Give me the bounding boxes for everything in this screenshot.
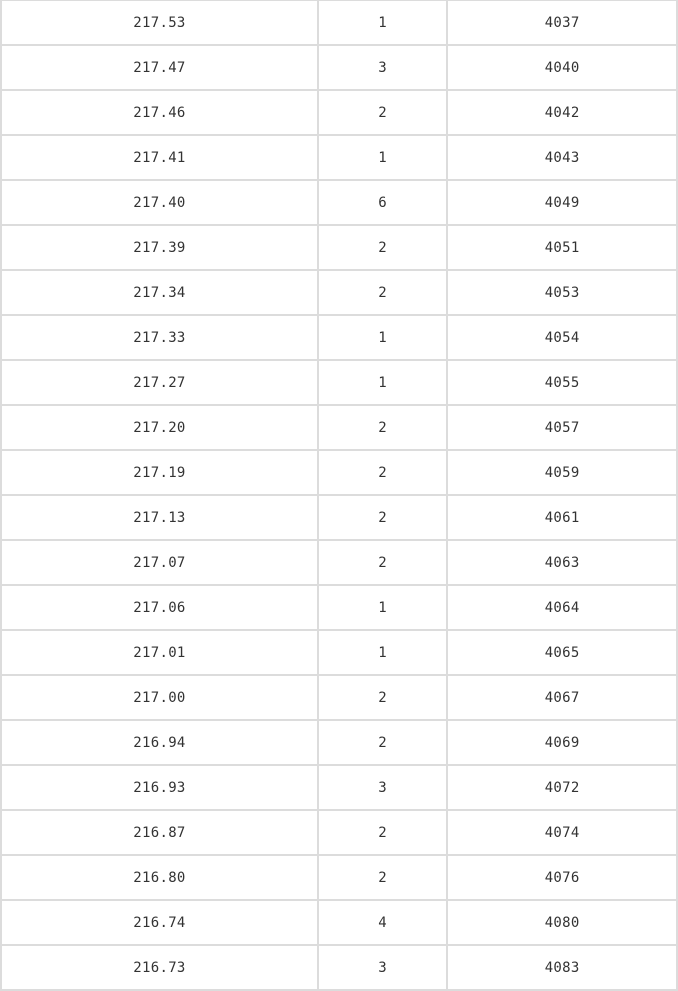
- table-row: [1, 225, 677, 270]
- cumulative-cell: 4049: [447, 180, 677, 225]
- score-cell: 217.13: [1, 495, 318, 540]
- score-cell: 217.53: [1, 1, 318, 46]
- table-row: [1, 765, 677, 810]
- score-cell: 217.40: [1, 180, 318, 225]
- table-row: [1, 630, 677, 675]
- score-cell: 216.80: [1, 855, 318, 900]
- table-row: [1, 405, 677, 450]
- score-cell: 216.74: [1, 900, 318, 945]
- cumulative-cell: 4080: [447, 900, 677, 945]
- count-cell: 3: [318, 945, 447, 990]
- count-cell: 2: [318, 90, 447, 135]
- table-row: [1, 855, 677, 900]
- score-cell: 217.41: [1, 135, 318, 180]
- score-cell: 217.20: [1, 405, 318, 450]
- score-cell: 217.19: [1, 450, 318, 495]
- count-cell: 1: [318, 585, 447, 630]
- count-cell: 1: [318, 1, 447, 46]
- score-cell: 217.46: [1, 90, 318, 135]
- count-cell: 2: [318, 450, 447, 495]
- cumulative-cell: 4067: [447, 675, 677, 720]
- cumulative-cell: 4053: [447, 270, 677, 315]
- table-row: [1, 495, 677, 540]
- score-cell: 216.73: [1, 945, 318, 990]
- score-cell: 217.07: [1, 540, 318, 585]
- score-cell: 217.27: [1, 360, 318, 405]
- count-cell: 1: [318, 135, 447, 180]
- cumulative-cell: 4064: [447, 585, 677, 630]
- count-cell: 3: [318, 45, 447, 90]
- score-cell: 217.47: [1, 45, 318, 90]
- table-row: [1, 585, 677, 630]
- table-row: [1, 945, 677, 990]
- cumulative-cell: 4043: [447, 135, 677, 180]
- table-row: [1, 90, 677, 135]
- cumulative-cell: 4054: [447, 315, 677, 360]
- table-row: [1, 720, 677, 765]
- count-cell: 2: [318, 540, 447, 585]
- score-table-body: [1, 1, 677, 991]
- table-row: [1, 180, 677, 225]
- cumulative-cell: 4057: [447, 405, 677, 450]
- cumulative-cell: 4072: [447, 765, 677, 810]
- cumulative-cell: 4069: [447, 720, 677, 765]
- cumulative-cell: 4040: [447, 45, 677, 90]
- table-row: [1, 360, 677, 405]
- count-cell: 2: [318, 855, 447, 900]
- score-cell: 217.33: [1, 315, 318, 360]
- table-row: [1, 315, 677, 360]
- count-cell: 2: [318, 720, 447, 765]
- count-cell: 6: [318, 180, 447, 225]
- count-cell: 4: [318, 900, 447, 945]
- table-row: [1, 540, 677, 585]
- table-row: [1, 45, 677, 90]
- table-row: [1, 270, 677, 315]
- count-cell: 2: [318, 675, 447, 720]
- cumulative-cell: 4037: [447, 1, 677, 46]
- count-cell: 2: [318, 225, 447, 270]
- cumulative-cell: 4065: [447, 630, 677, 675]
- count-cell: 2: [318, 405, 447, 450]
- cumulative-cell: 4055: [447, 360, 677, 405]
- count-cell: 2: [318, 495, 447, 540]
- cumulative-cell: 4051: [447, 225, 677, 270]
- table-row: [1, 675, 677, 720]
- cumulative-cell: 4061: [447, 495, 677, 540]
- count-cell: 3: [318, 765, 447, 810]
- cumulative-cell: 4076: [447, 855, 677, 900]
- score-cell: 216.94: [1, 720, 318, 765]
- score-cell: 216.87: [1, 810, 318, 855]
- table-row: [1, 450, 677, 495]
- cumulative-cell: 4083: [447, 945, 677, 990]
- table-row: [1, 135, 677, 180]
- cumulative-cell: 4074: [447, 810, 677, 855]
- cumulative-cell: 4059: [447, 450, 677, 495]
- score-cell: 217.39: [1, 225, 318, 270]
- count-cell: 1: [318, 360, 447, 405]
- score-cell: 217.34: [1, 270, 318, 315]
- table-row: [1, 810, 677, 855]
- count-cell: 1: [318, 315, 447, 360]
- count-cell: 2: [318, 270, 447, 315]
- score-cell: 217.01: [1, 630, 318, 675]
- score-cell: 217.06: [1, 585, 318, 630]
- count-cell: 1: [318, 630, 447, 675]
- score-cell: 216.93: [1, 765, 318, 810]
- table-row: [1, 1, 677, 46]
- count-cell: 2: [318, 810, 447, 855]
- score-cell: 217.00: [1, 675, 318, 720]
- cumulative-cell: 4042: [447, 90, 677, 135]
- table-row: [1, 900, 677, 945]
- cumulative-cell: 4063: [447, 540, 677, 585]
